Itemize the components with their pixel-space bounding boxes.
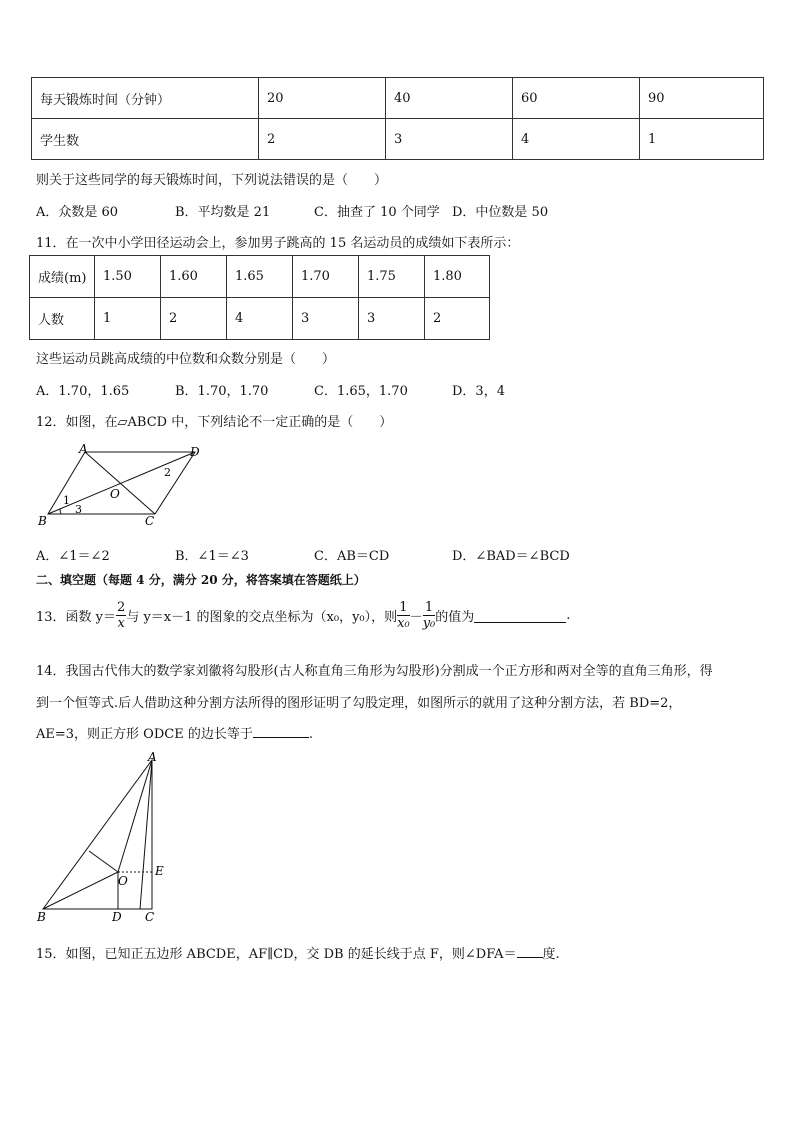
label-e: E xyxy=(155,864,164,878)
right-triangle-figure xyxy=(30,748,180,928)
label-c: C xyxy=(145,514,155,528)
q10-option-d: D．中位数是 50 xyxy=(452,205,549,220)
fraction-denominator: x₀ xyxy=(397,616,410,631)
q12-option-a: A．∠1＝∠2 xyxy=(36,549,110,564)
q11-option-a: A．1.70，1.65 xyxy=(36,384,130,399)
q14-line-3-text: AE=3，则正方形 ODCE 的边长等于 xyxy=(36,727,253,742)
table-cell: 3 xyxy=(293,298,359,340)
answer-blank[interactable] xyxy=(253,725,309,738)
q14-line-1: 14．我国古代伟大的数学家刘徽将勾股形(古人称直角三角形为勾股形)分割成一个正方形和两对全等的直角三角形，得 xyxy=(36,664,713,679)
table-cell: 2 xyxy=(161,298,227,340)
label-a: A xyxy=(79,442,88,456)
q13-suffix: 的值为 xyxy=(435,610,475,625)
line-oa xyxy=(118,760,152,872)
label-a: A xyxy=(148,750,157,764)
q14-line-3-end: . xyxy=(308,727,313,742)
q12-option-c: C．AB＝CD xyxy=(314,549,390,564)
angle-arc xyxy=(60,509,61,514)
fraction-denominator: y₀ xyxy=(422,616,436,631)
q10-stem: 则关于这些同学的每天锻炼时间，下列说法错误的是（ ） xyxy=(36,173,388,188)
exercise-time-table xyxy=(31,77,764,160)
q15-end: 度. xyxy=(542,947,560,962)
high-jump-table xyxy=(29,255,490,340)
q10-option-b: B．平均数是 21 xyxy=(175,205,271,220)
q15-line xyxy=(36,943,560,962)
q12-option-d: D．∠BAD＝∠BCD xyxy=(452,549,570,564)
line-bo xyxy=(43,872,118,909)
table-header-cell: 20 xyxy=(259,78,386,119)
table-header-cell: 1.60 xyxy=(161,256,227,298)
table-header-cell: 40 xyxy=(386,78,513,119)
diagonal-bd xyxy=(48,452,195,514)
fraction-numerator: 1 xyxy=(423,600,436,616)
table-header-cell: 1.70 xyxy=(293,256,359,298)
perpendicular-from-o xyxy=(89,851,118,872)
fraction-1-over-x0 xyxy=(397,600,410,631)
fraction-numerator: 1 xyxy=(397,600,410,616)
table-cell: 4 xyxy=(513,119,640,160)
table-cell: 2 xyxy=(259,119,386,160)
q13-line xyxy=(36,600,570,631)
table-header-cell: 1.50 xyxy=(95,256,161,298)
q11-option-c: C．1.65，1.70 xyxy=(314,384,408,399)
q11-question: 这些运动员跳高成绩的中位数和众数分别是（ ） xyxy=(36,352,336,367)
q13-prefix: 13．函数 y＝ xyxy=(36,610,117,625)
triangle-abc xyxy=(43,760,152,909)
table-cell: 4 xyxy=(227,298,293,340)
q13-mid: 与 y＝x－1 的图象的交点坐标为（x₀，y₀），则 xyxy=(126,610,398,625)
table-cell: 2 xyxy=(425,298,490,340)
label-angle-3: 3 xyxy=(75,503,82,516)
label-angle-2: 2 xyxy=(164,466,171,479)
q13-minus: － xyxy=(409,610,423,625)
q13-end: . xyxy=(566,608,571,623)
table-cell: 1 xyxy=(95,298,161,340)
label-o: O xyxy=(110,487,120,501)
table-cell: 3 xyxy=(359,298,425,340)
answer-blank[interactable] xyxy=(517,945,543,958)
table-header-cell: 每天锻炼时间（分钟） xyxy=(32,78,259,119)
label-o: O xyxy=(118,874,128,888)
fraction-2-over-x xyxy=(116,600,126,631)
label-d: D xyxy=(112,910,122,924)
q12-stem: 12．如图，在▱ABCD 中，下列结论不一定正确的是（ ） xyxy=(36,415,393,430)
table-header-cell: 60 xyxy=(513,78,640,119)
table-header-cell: 1.75 xyxy=(359,256,425,298)
table-cell: 人数 xyxy=(30,298,95,340)
table-cell: 1 xyxy=(640,119,764,160)
inner-line-a xyxy=(140,760,152,909)
table-header-cell: 成绩(m) xyxy=(30,256,95,298)
q12-option-b: B．∠1＝∠3 xyxy=(175,549,249,564)
fraction-numerator: 2 xyxy=(117,600,126,615)
label-b: B xyxy=(38,514,47,528)
label-d: D xyxy=(190,445,200,459)
q10-option-a: A．众数是 60 xyxy=(36,205,119,220)
diagonal-ac xyxy=(85,452,155,514)
parallelogram-figure xyxy=(30,440,220,532)
label-b: B xyxy=(37,910,46,924)
label-c: C xyxy=(145,910,155,924)
answer-blank[interactable] xyxy=(474,608,566,623)
q14-line-3 xyxy=(36,723,313,742)
q11-option-b: B．1.70，1.70 xyxy=(175,384,269,399)
q14-line-2: 到一个恒等式.后人借助这种分割方法所得的图形证明了勾股定理，如图所示的就用了这种分割方法，若 BD=2， xyxy=(36,696,682,711)
q10-option-c: C．抽查了 10 个同学 xyxy=(314,205,440,220)
q11-option-d: D．3，4 xyxy=(452,384,505,399)
table-header-cell: 1.80 xyxy=(425,256,490,298)
fraction-denominator: x xyxy=(117,616,125,631)
table-header-cell: 90 xyxy=(640,78,764,119)
q11-stem: 11．在一次中小学田径运动会上，参加男子跳高的 15 名运动员的成绩如下表所示： xyxy=(36,236,520,251)
table-cell: 3 xyxy=(386,119,513,160)
q15-text: 15．如图，已知正五边形 ABCDE，AF∥CD，交 DB 的延长线于点 F，则∠DFA＝ xyxy=(36,947,517,962)
section-title-fill-in: 二、填空题（每题 4 分，满分 20 分，将答案填在答题纸上） xyxy=(36,573,366,587)
label-angle-1: 1 xyxy=(63,494,70,507)
table-header-cell: 1.65 xyxy=(227,256,293,298)
table-cell: 学生数 xyxy=(32,119,259,160)
fraction-1-over-y0 xyxy=(423,600,436,631)
